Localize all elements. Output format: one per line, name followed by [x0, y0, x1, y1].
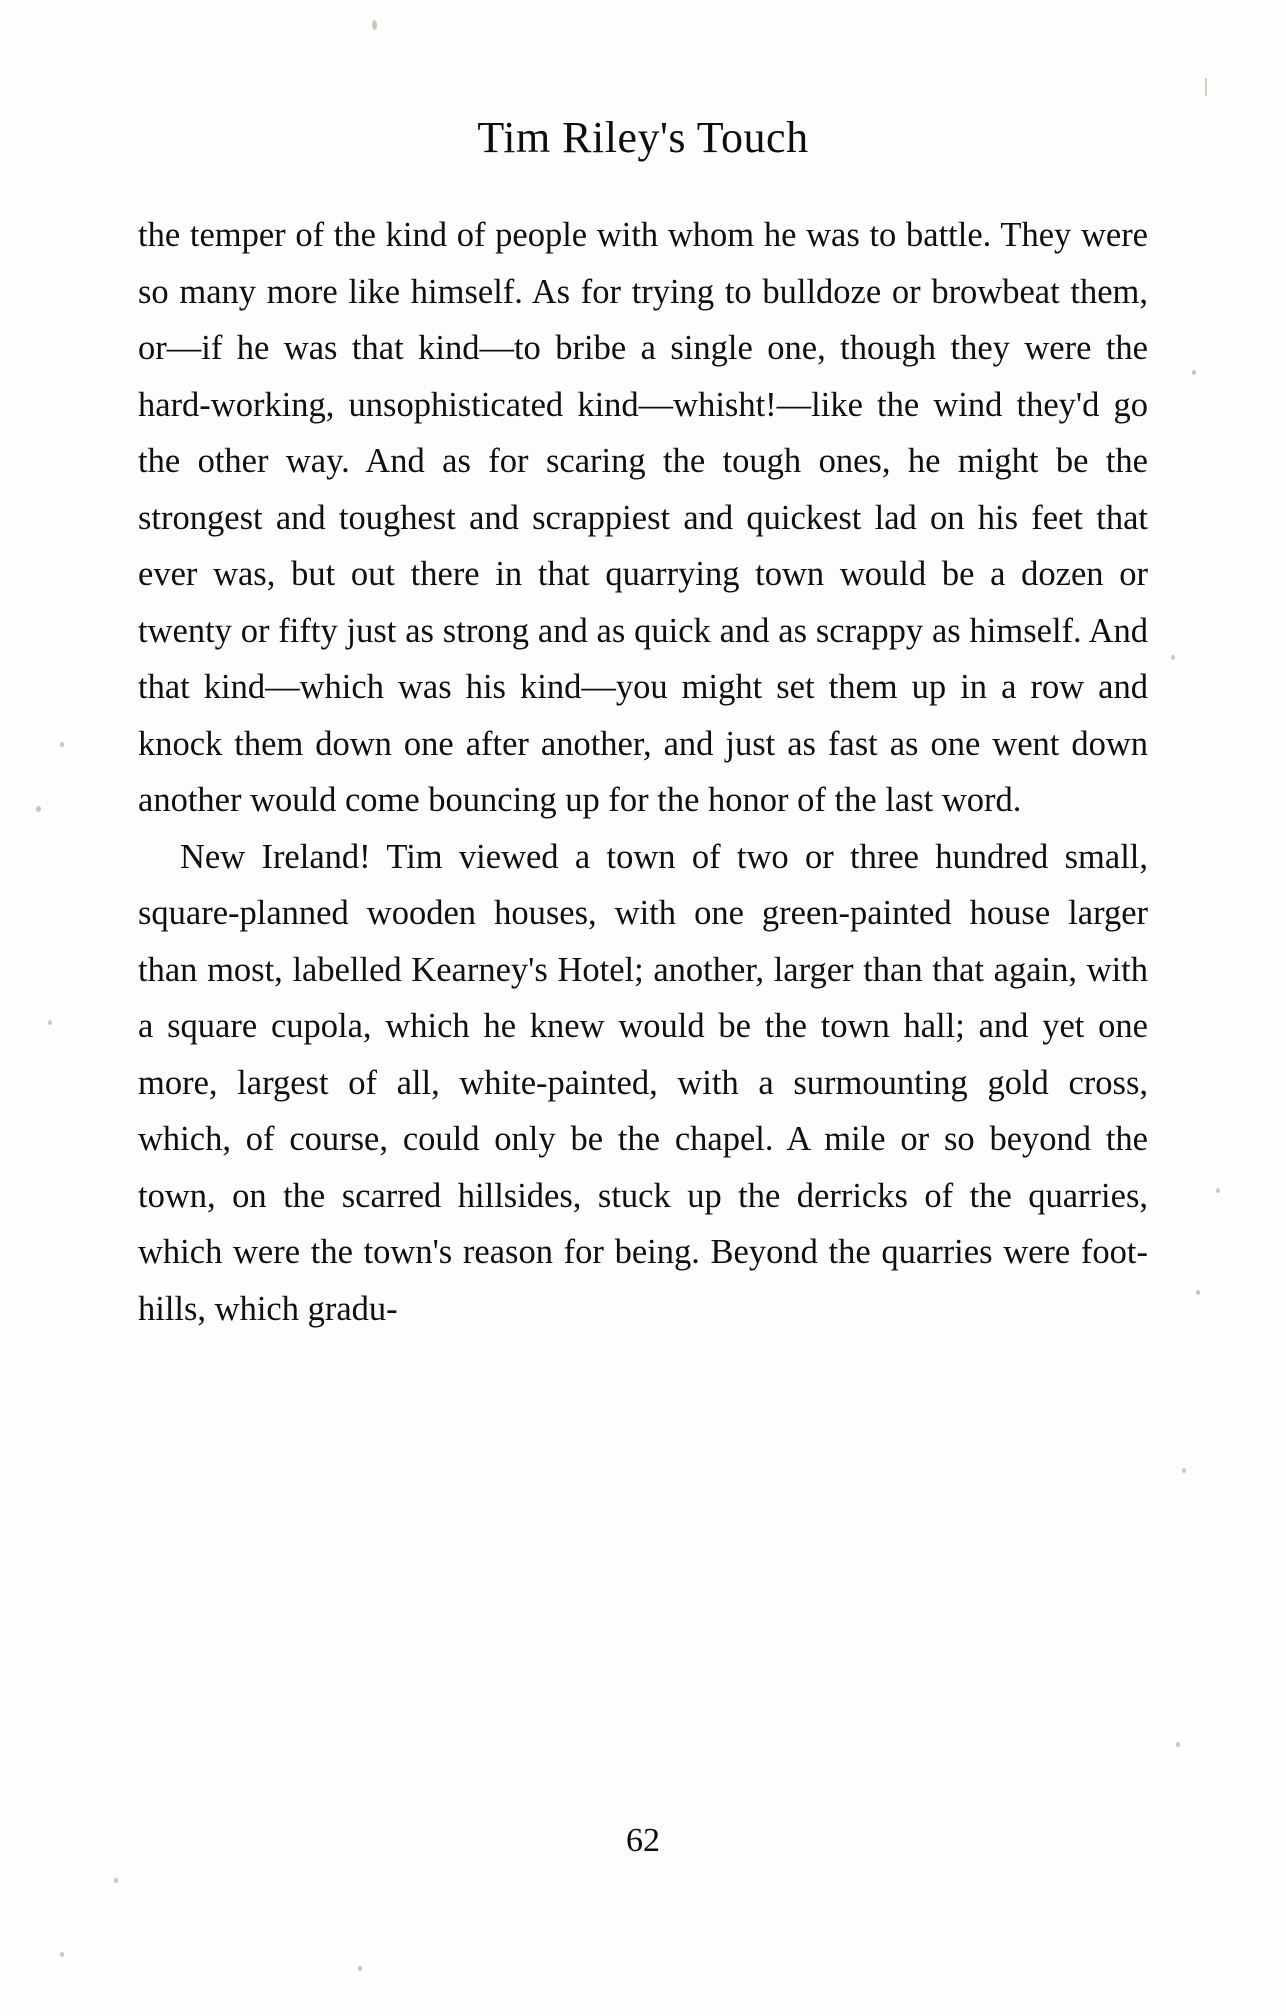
print-speck: [60, 1952, 64, 1957]
print-artifact-hairline: [1205, 78, 1207, 96]
page-content: [138, 0, 1148, 2016]
print-speck: [48, 1020, 52, 1025]
body-text: [138, 207, 1148, 1337]
print-speck: [1216, 1188, 1220, 1193]
print-speck: [60, 742, 64, 747]
print-speck: [1176, 1742, 1180, 1747]
page-number: 62: [626, 1822, 660, 1859]
running-head: Tim Riley's Touch: [477, 113, 809, 162]
print-speck: [36, 806, 41, 812]
print-speck: [1182, 1468, 1186, 1473]
print-speck: [114, 1878, 118, 1883]
paragraph: New Ireland! Tim viewed a town of two or three hundred small, square-planned wooden houses, with one green-painted house larger than most, labelled Kearney's Hotel; another, larger than that again, with a square cupola, which he knew would be the town hall; and yet one more, largest of all, white-painted, with a surmounting gold cross, which, of course, could only be the chapel. A mile or so beyond the town, on the scarred hillsides, stuck up the derricks of the quarries, which were the town's reason for being. Beyond the quarries were foot-hills, which gradu-: [138, 837, 1148, 1328]
paragraph: the temper of the kind of people with whom he was to battle. They were so many more like himself. As for trying to bulldoze or browbeat them, or—if he was that kind—to bribe a single one, though they were the hard-working, unsophisticated kind—whisht!—like the wind they'd go the other way. And as for scaring the tough ones, he might be the strongest and toughest and scrappiest and quickest lad on his feet that ever was, but out there in that quarrying town would be a dozen or twenty or fifty just as strong and as quick and as scrappy as himself. And that kind—which was his kind—you might set them up in a row and knock them down one after another, and just as fast as one went down another would come bouncing up for the honor of the last word.: [138, 216, 1148, 819]
print-speck: [1192, 370, 1196, 375]
print-speck: [1171, 655, 1175, 660]
print-speck: [1196, 1290, 1200, 1295]
